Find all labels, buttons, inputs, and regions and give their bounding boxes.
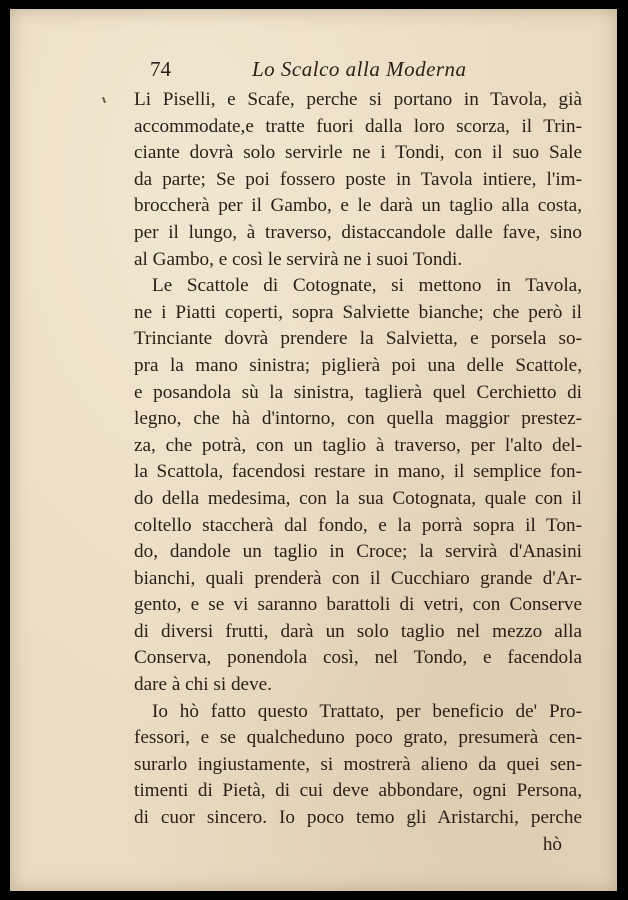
text-line: Conserva, ponendola così, nel Tondo, e facendola [134, 647, 582, 669]
page-header [150, 57, 570, 87]
text-line: pra la mano sinistra; piglierà poi una delle Scattole, [134, 354, 582, 376]
text-line: di cuor sincero. Io poco temo gli Aristarchi, perche [134, 807, 582, 829]
text-line: accommodate,e tratte fuori dalla loro scorza, il Trin- [134, 115, 582, 137]
book-page [10, 9, 617, 891]
text-line: bianchi, quali prenderà con il Cucchiaro grande d'Ar- [134, 567, 582, 589]
margin-mark [102, 97, 106, 103]
page-number: 74 [150, 57, 171, 81]
catchword: hò [542, 833, 562, 855]
text-line: fessori, e se qualcheduno poco grato, presumerà cen- [134, 727, 582, 749]
text-line: legno, che hà d'intorno, con quella maggior prestez- [134, 408, 582, 430]
text-line: di diversi frutti, darà un solo taglio nel mezzo alla [134, 620, 582, 642]
paragraph-first-line: Le Scattole di Cotognate, si mettono in Tavola, [152, 275, 582, 297]
text-line: Li Piselli, e Scafe, perche si portano in Tavola, già [134, 89, 582, 110]
text-line: per il lungo, à traverso, distaccandole dalle fave, sino [134, 221, 582, 243]
text-line: do, dandole un taglio in Croce; la servirà d'Anasini [134, 541, 582, 563]
text-line: ciante dovrà solo servirle ne i Tondi, con il suo Sale [134, 142, 582, 164]
text-line: coltello staccherà dal fondo, e la porrà sopra il Ton- [134, 514, 582, 536]
text-line: dare à chi si deve. [134, 674, 272, 696]
text-line: broccherà per il Gambo, e le darà un taglio alla costa, [134, 195, 582, 217]
text-line: la Scattola, facendosi restare in mano, il semplice fon- [134, 461, 582, 483]
text-line: da parte; Se poi fossero poste in Tavola intiere, l'im- [134, 168, 582, 190]
text-line: e posandola sù la sinistra, taglierà quel Cerchietto di [134, 381, 582, 403]
paragraph-first-line: Io hò fatto questo Trattato, per beneficio de' Pro- [152, 700, 582, 722]
text-line: al Gambo, e così le servirà ne i suoi Tondi. [134, 248, 463, 270]
text-line: surarlo ingiustamente, si mostrerà alieno da quei sen- [134, 753, 582, 775]
text-line: za, che potrà, con un taglio à traverso, per l'alto del- [134, 434, 582, 456]
text-line: Trinciante dovrà prendere la Salvietta, e porsela so- [134, 328, 582, 350]
text-line: gento, e se vi saranno barattoli di vetri, con Conserve [134, 594, 582, 616]
text-line: ne i Piatti coperti, sopra Salviette bianche; che però il [134, 301, 582, 323]
text-line: timenti di Pietà, di cui deve abbondare, ogni Persona, [134, 780, 582, 802]
body-text [134, 87, 582, 858]
running-title: Lo Scalco alla Moderna [252, 57, 467, 81]
text-line: do della medesima, con la sua Cotognata, quale con il [134, 487, 582, 509]
